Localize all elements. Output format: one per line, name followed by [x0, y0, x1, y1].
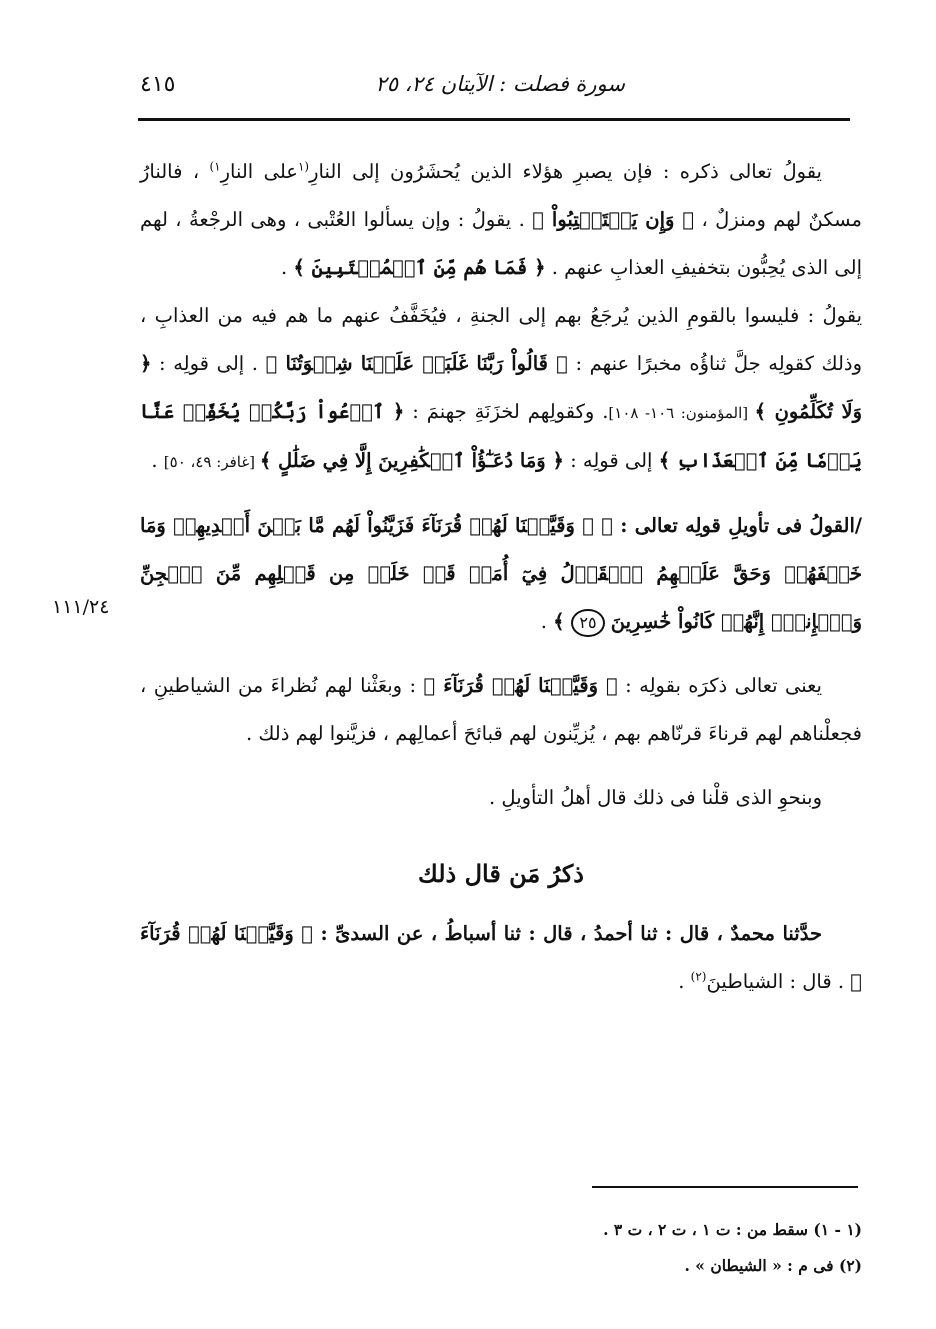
- quran-quote: ﴿ قَالُواْ رَبَّنَا غَلَبَتۡ عَلَيۡنَا شِقۡوَتُنَا ﴾: [265, 352, 568, 375]
- quran-verse-close: ﴾: [553, 610, 572, 633]
- p2-text-1: يقولُ : فليسوا بالقومِ الذين يُرجَعُ بهم إلى الجنةِ ، فيُخَفَّفُ عنهم ما هم فيه من العذابِ ، وذلك كقولِه جلَّ ثناؤُه مخبرًا عنهم :: [140, 304, 862, 375]
- p2-text-5: .: [151, 449, 164, 472]
- quran-quote: ﴿ وَقَيَّضۡنَا لَهُمۡ قُرَنَآءَ ﴾: [140, 922, 862, 993]
- footnote-rule: [592, 1186, 858, 1188]
- footnote-1: (١ - ١) سقط من : ت ١ ، ت ٢ ، ت ٣ .: [603, 1220, 862, 1239]
- quran-quote: ﴿ وَإِن يَسۡتَعۡتِبُواْ ﴾: [532, 208, 695, 231]
- page-header: [130, 72, 850, 102]
- p1-text-4: . يقولُ : وإن يسألوا العُتْبى ، وهى الرجْعةُ ، لهم إلى الذى يُحِبُّون بتخفيفِ العذابِ عنهم .: [140, 208, 862, 279]
- quran-quote: ﴿ وَلَا تُكَلِّمُونِ ﴾: [140, 352, 862, 423]
- paragraph-3: [140, 502, 862, 646]
- p3-text-1: /القولُ فى تأويلِ قولِه تعالى :: [612, 514, 862, 537]
- p6-text-2: . قال : الشياطينَ: [706, 970, 851, 993]
- p4-text-1: يعنى تعالى ذكرَه بقولِه :: [617, 674, 822, 697]
- citation: [غافر: ٤٩، ٥٠]: [163, 453, 260, 471]
- header-rule: [138, 118, 850, 121]
- quran-quote: ﴿ وَمَا دُعَـٰٓؤُاْ ٱلۡكَٰفِرِينَ إِلَّا فِي ضَلَٰلٍ ﴾: [259, 449, 564, 472]
- p1-text-2: على النارِ: [220, 160, 298, 183]
- quran-verse: ﴿ ۞ وَقَيَّضۡنَا لَهُمۡ قُرَنَآءَ فَزَيَّنُواْ لَهُم مَّا بَيۡنَ أَيۡدِيهِمۡ وَمَا خَلۡفَهُمۡ وَحَقَّ عَلَيۡهِمُ ٱلۡقَوۡلُ فِيٓ أُمَمٖ قَدۡ خَلَتۡ مِن قَبۡلِهِم مِّنَ ٱلۡجِنِّ وَٱلۡإِنسِۖ إِنَّهُمۡ كَانُواْ خَٰسِرِينَ: [140, 514, 862, 633]
- header-title: سورة فصلت : الآيتان ٢٤، ٢٥: [375, 72, 625, 96]
- p2-text-4: إلى قولِه :: [563, 449, 659, 472]
- footnote-ref-1-open: (١: [297, 159, 310, 174]
- footnotes: [400, 1212, 862, 1284]
- main-text: [140, 148, 862, 1006]
- paragraph-1: [140, 148, 862, 292]
- p3-text-2: .: [540, 610, 554, 633]
- citation: [المؤمنون: ١٠٦- ١٠٨]: [608, 404, 755, 422]
- footnote-ref-2: (٢): [690, 969, 707, 984]
- p2-text-2: . إلى قولِه :: [151, 352, 266, 375]
- paragraph-6: [140, 910, 862, 1006]
- p1-text-3: ، فالنارُ مسكنٌ لهم ومنزلٌ ،: [140, 160, 862, 231]
- p1-text-5: .: [281, 256, 294, 279]
- p2-text-3: . وكقولِهم لخزَنَةِ جهنمَ :: [404, 400, 609, 423]
- p4-text-2: : وبعَثْنا لهم نُظراءَ من الشياطينِ ، فجعلْناهم لهم قرناءَ قرنّاهم بهم ، يُزيِّنون لهم قبائحَ أعمالِهم ، فزيَّنوا لهم ذلك .: [140, 674, 862, 745]
- ayah-number-marker: ٢٥: [571, 609, 604, 637]
- footnote-2: (٢) فى م : « الشيطان » .: [684, 1256, 862, 1275]
- section-heading: ذكرُ مَن قال ذلك: [418, 859, 584, 888]
- paragraph-2: [140, 292, 862, 486]
- page-number: ٤١٥: [140, 72, 176, 97]
- p6-text-3: .: [678, 970, 691, 993]
- quran-quote: ﴿ ٱدۡعُواْ رَبَّكُمۡ يُخَفِّفۡ عَنَّا يَوۡمٗا مِّنَ ٱلۡعَذَابِ ﴾: [140, 400, 862, 472]
- quran-quote: ﴿ فَمَا هُم مِّنَ ٱلۡمُعۡتَبِينَ ﴾: [293, 256, 546, 279]
- p6-text-1: حدَّثنا محمدٌ ، قال : ثنا أحمدُ ، قال : ثنا أسباطُ ، عن السدىِّ :: [312, 922, 822, 945]
- paragraph-5: وبنحوِ الذى قلْنا فى ذلك قال أهلُ التأويلِ .: [489, 786, 822, 809]
- footnote-ref-1-close: ١): [209, 159, 221, 174]
- paragraph-4: [140, 662, 862, 758]
- quran-quote: ﴿ وَقَيَّضۡنَا لَهُمۡ قُرَنَآءَ ﴾: [423, 674, 618, 697]
- p1-text-1: يقولُ تعالى ذكره : فإن يصبرِ هؤلاء الذين يُحشَرُون إلى النارِ: [309, 160, 822, 183]
- margin-reference: ١١١/٢٤: [52, 596, 110, 618]
